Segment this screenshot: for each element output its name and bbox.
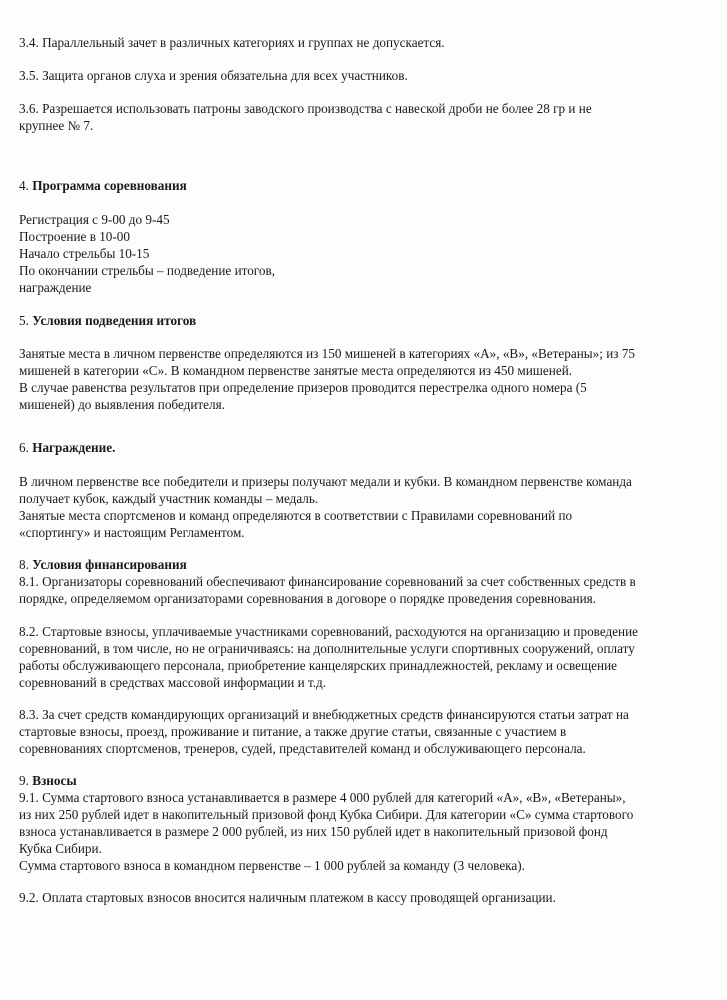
clause-9-2: 9.2. Оплата стартовых взносов вносится наличным платежом в кассу проводящей организации. — [19, 890, 556, 905]
clause-8-1-line: порядке, определяемом организаторами соревнования в договоре о порядке проведения соревнования. — [19, 591, 597, 606]
clause-8-1-line: 8.1. Организаторы соревнований обеспечивают финансирование соревнований за счет собственных средств в — [19, 574, 636, 589]
awards-line: В личном первенстве все победители и призеры получают медали и кубки. В командном первенстве команда — [19, 474, 632, 489]
clause-9-1-line: Кубка Сибири. — [19, 841, 102, 856]
section-number: 6. — [19, 440, 33, 455]
clause-3-6-line-2: крупнее № 7. — [19, 118, 94, 133]
clause-9-1-line: взноса устанавливается в размере 2 000 рублей, из них 150 рублей идет в накопительный призовой фонд — [19, 824, 608, 839]
section-number: 9. — [19, 773, 33, 788]
program-line: Регистрация с 9-00 до 9-45 — [19, 212, 170, 227]
section-6-heading — [19, 439, 115, 456]
section-number: 8. — [19, 557, 33, 572]
program-line: По окончании стрельбы – подведение итогов, — [19, 263, 276, 278]
section-title: Награждение. — [32, 440, 116, 455]
clause-9-1-line: Сумма стартового взноса в командном первенстве – 1 000 рублей за команду (3 человека). — [19, 858, 525, 873]
clause-3-6-line-1: 3.6. Разрешается использовать патроны заводского производства с навеской дроби не более 28 гр и не — [19, 101, 592, 116]
program-line: Начало стрельбы 10-15 — [19, 246, 150, 261]
section-9-heading — [19, 772, 77, 789]
section-4-heading — [19, 177, 187, 194]
section-5-heading — [19, 312, 196, 329]
clause-8-2-line: работы обслуживающего персонала, приобретение канцелярских принадлежностей, рекламу и освещение — [19, 658, 617, 673]
clause-8-3-line: стартовые взносы, проезд, проживание и питание, а также другие статьи, связанные с участием в — [19, 724, 567, 739]
program-line: награждение — [19, 280, 92, 295]
clause-8-3-line: соревнованиях спортсменов, тренеров, судей, представителей команд и обслуживающего персонала. — [19, 741, 586, 756]
section-title: Взносы — [32, 773, 77, 788]
section-8-heading — [19, 556, 187, 573]
section-title: Программа соревнования — [32, 178, 187, 193]
clause-8-3-line: 8.3. За счет средств командирующих организаций и внебюджетных средств финансируются статьи затрат на — [19, 707, 629, 722]
clause-3-4: 3.4. Параллельный зачет в различных категориях и группах не допускается. — [19, 35, 445, 50]
program-line: Построение в 10-00 — [19, 229, 130, 244]
section-number: 4. — [19, 178, 33, 193]
results-line: Занятые места в личном первенстве определяются из 150 мишеней в категориях «А», «В», «Ветераны»; из 75 — [19, 346, 635, 361]
clause-8-2-line: соревнований в средствах массовой информации и т.д. — [19, 675, 327, 690]
clause-8-2-line: 8.2. Стартовые взносы, уплачиваемые участниками соревнований, расходуются на организацию и проведение — [19, 624, 639, 639]
results-line: мишеней в категории «С». В командном первенстве занятые места определяются из 450 мишеней. — [19, 363, 573, 378]
clause-3-5: 3.5. Защита органов слуха и зрения обязательна для всех участников. — [19, 68, 408, 83]
results-line: мишеней) до выявления победителя. — [19, 397, 225, 412]
clause-9-1-line: из них 250 рублей идет в накопительный призовой фонд Кубка Сибири. Для категории «С» сумма стартового — [19, 807, 634, 822]
section-number: 5. — [19, 313, 33, 328]
results-line: В случае равенства результатов при определение призеров проводится перестрелка одного номера (5 — [19, 380, 587, 395]
clause-9-1-line: 9.1. Сумма стартового взноса устанавливается в размере 4 000 рублей для категорий «А», «В», «Ветераны», — [19, 790, 626, 805]
clause-8-2-line: соревнований, в том числе, но не ограничиваясь: на дополнительные услуги спортивных сооружений, оплату — [19, 641, 635, 656]
awards-line: Занятые места спортсменов и команд определяются в соответствии с Правилами соревнований по — [19, 508, 573, 523]
section-title: Условия финансирования — [32, 557, 187, 572]
awards-line: получает кубок, каждый участник команды – медаль. — [19, 491, 319, 506]
awards-line: «спортингу» и настоящим Регламентом. — [19, 525, 245, 540]
section-title: Условия подведения итогов — [32, 313, 197, 328]
